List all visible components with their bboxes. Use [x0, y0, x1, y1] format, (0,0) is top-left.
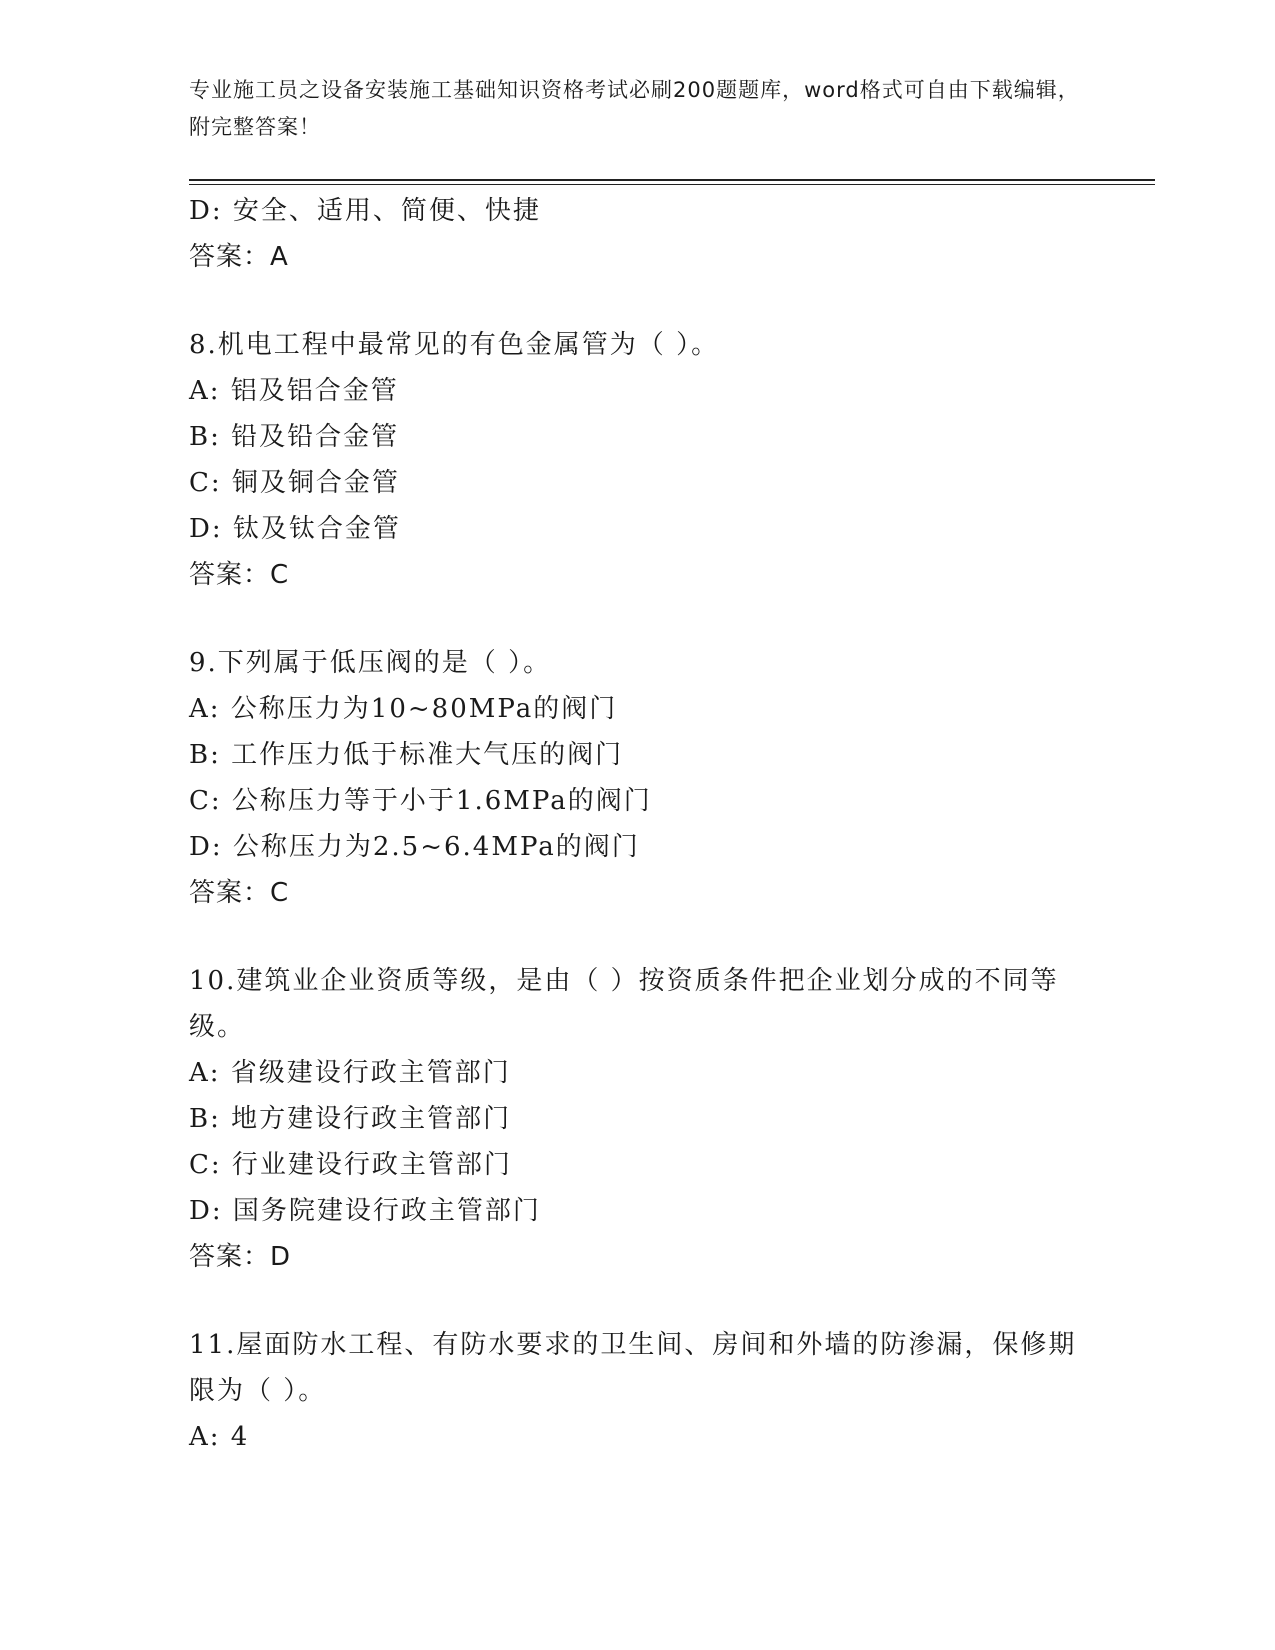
question-stem: 8.机电工程中最常见的有色金属管为（ ）。 — [189, 330, 720, 360]
option-b: B: 地方建设行政主管部门 — [189, 1104, 512, 1134]
option-c: C: 铜及铜合金管 — [189, 468, 400, 498]
option-c: C: 公称压力等于小于1.6MPa的阀门 — [189, 786, 652, 816]
option-d: D: 公称压力为2.5~6.4MPa的阀门 — [189, 832, 640, 862]
option-d: D: 安全、适用、简便、快捷 — [189, 196, 541, 226]
option-a: A: 4 — [189, 1422, 250, 1452]
answer-line: 答案：C — [189, 878, 290, 908]
question-content — [189, 188, 1089, 1460]
question-9 — [189, 640, 1089, 916]
header-divider-thin — [189, 184, 1155, 185]
option-b: B: 铅及铅合金管 — [189, 422, 400, 452]
question-stem: 11.屋面防水工程、有防水要求的卫生间、房间和外墙的防渗漏，保修期限为（ ）。 — [189, 1330, 1077, 1406]
option-a: A: 公称压力为10~80MPa的阀门 — [189, 694, 618, 724]
option-c: C: 行业建设行政主管部门 — [189, 1150, 512, 1180]
question-stem: 10.建筑业企业资质等级，是由（ ）按资质条件把企业划分成的不同等级。 — [189, 966, 1059, 1042]
answer-line: 答案：D — [189, 1242, 292, 1272]
answer-line: 答案：A — [189, 242, 289, 272]
carry-over-block — [189, 188, 1089, 280]
question-10 — [189, 958, 1089, 1280]
option-a: A: 铝及铝合金管 — [189, 376, 399, 406]
header-divider-thick — [189, 179, 1155, 181]
question-11 — [189, 1322, 1089, 1460]
option-a: A: 省级建设行政主管部门 — [189, 1058, 511, 1088]
document-header — [189, 72, 1089, 146]
option-b: B: 工作压力低于标准大气压的阀门 — [189, 740, 624, 770]
header-title: 专业施工员之设备安装施工基础知识资格考试必刷200题题库，word格式可自由下载编辑，附完整答案！ — [189, 78, 1080, 139]
question-8 — [189, 322, 1089, 598]
option-d: D: 国务院建设行政主管部门 — [189, 1196, 541, 1226]
answer-line: 答案：C — [189, 560, 290, 590]
option-d: D: 钛及钛合金管 — [189, 514, 401, 544]
question-stem: 9.下列属于低压阀的是（ ）。 — [189, 648, 552, 678]
